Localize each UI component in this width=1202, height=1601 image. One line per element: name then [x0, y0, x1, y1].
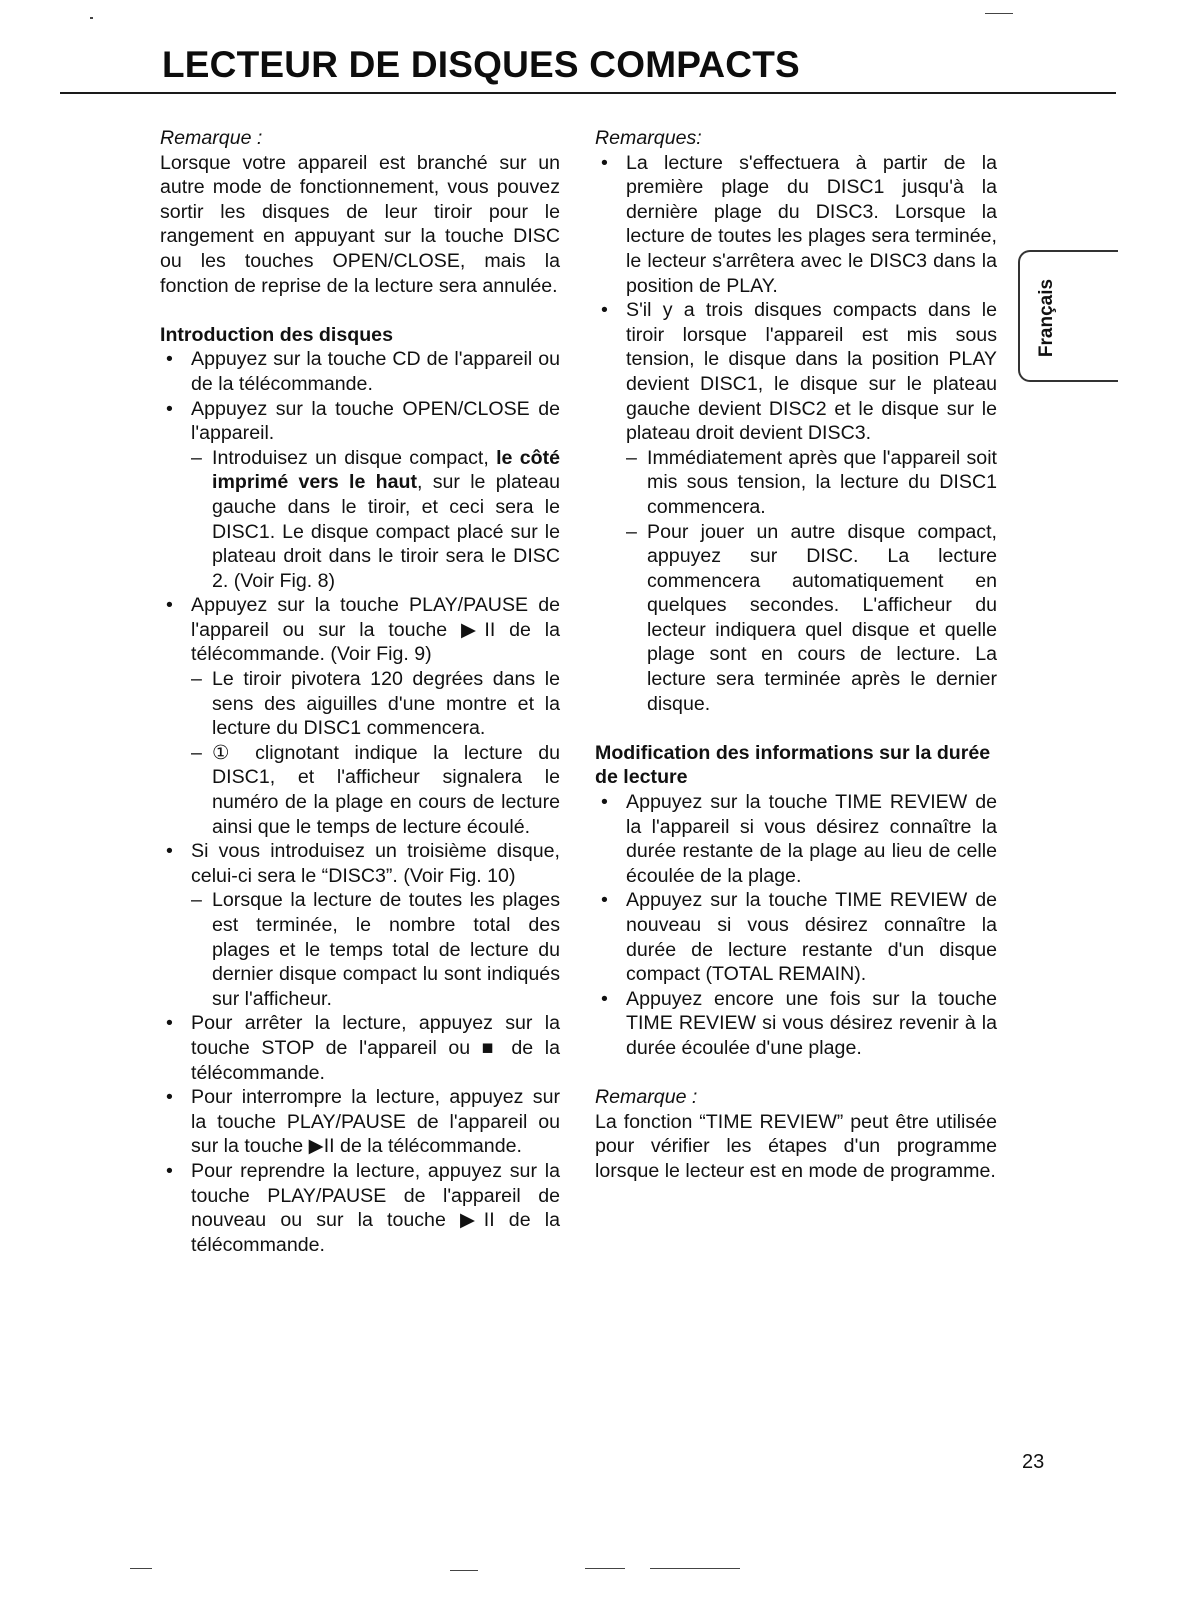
play-pause-icon: ▶II	[460, 618, 496, 641]
page-number: 23	[1022, 1451, 1045, 1473]
list-item: • Si vous introduisez un troisième disque, celui-ci sera le “DISC3”. (Voir Fig. 10) – Lorsque la lecture de toutes les plages est terminée, le nombre total des plages et le temps total de lecture du dernier disque compact lu sont indiqués sur l'afficheur.	[160, 839, 560, 1011]
language-tab-label: Français	[1036, 278, 1057, 358]
sub-list-item: – ① clignotant indique la lecture du DISC1, et l'afficheur signalera le numéro de la plage en cours de lecture ainsi que le temps de lecture écoulé.	[191, 741, 560, 838]
scan-speck	[90, 17, 93, 19]
scan-speck	[585, 1568, 625, 1569]
remarks-heading: Remarques:	[595, 127, 702, 149]
time-review-list	[595, 790, 997, 1061]
left-column	[160, 126, 560, 1257]
scan-speck	[130, 1568, 152, 1569]
sub-list-item: – Le tiroir pivotera 120 degrées dans le sens des aiguilles d'une montre et la lecture du DISC1 commencera.	[191, 668, 560, 740]
list-item: • Pour interrompre la lecture, appuyez sur la touche PLAY/PAUSE de l'appareil ou sur la touche ▶II de la télécommande.	[160, 1085, 560, 1159]
list-item: • Appuyez sur la touche OPEN/CLOSE de l'appareil. – Introduisez un disque compact, le côté imprimé vers le haut, sur le plateau gauche dans le tiroir, et ceci sera le DISC1. Le disque compact placé sur le plateau droit dans le tiroir sera le DISC 2. (Voir Fig. 8)	[160, 397, 560, 594]
list-item: • Appuyez sur la touche PLAY/PAUSE de l'appareil ou sur la touche ▶II de la télécommande. (Voir Fig. 9) – Le tiroir pivotera 120 degrées dans le sens des aiguilles d'une montre et la lecture du DISC1 commencera. – ① clignotant indique la lecture du DISC1, et l'afficheur signalera le numéro de la plage en cours de lecture ainsi que le temps de lecture écoulé.	[160, 593, 560, 839]
play-pause-icon: ▶II	[460, 1209, 495, 1232]
list-item: • Pour arrêter la lecture, appuyez sur la touche STOP de l'appareil ou ■ de la télécommande.	[160, 1011, 560, 1085]
remark-text: Lorsque votre appareil est branché sur un autre mode de fonctionnement, vous pouvez sortir les disques de leur tiroir pour le rangement en appuyant sur la touche DISC ou les touches OPEN/CLOSE, mais la fonction de reprise de la lecture sera annulée.	[160, 151, 560, 297]
list-item: • Appuyez sur la touche CD de l'appareil ou de la télécommande.	[160, 347, 560, 396]
sub-list-item: – Introduisez un disque compact, le côté imprimé vers le haut, sur le plateau gauche dans le tiroir, et ceci sera le DISC1. Le disque compact placé sur le plateau droit dans le tiroir sera le DISC 2. (Voir Fig. 8)	[191, 446, 560, 592]
remarks-list	[595, 151, 997, 717]
sub-list-item: – Immédiatement après que l'appareil soit mis sous tension, la lecture du DISC1 commencera.	[626, 446, 997, 518]
title-rule	[60, 92, 1116, 94]
page-title: LECTEUR DE DISQUES COMPACTS	[162, 44, 800, 85]
list-item: • Appuyez sur la touche TIME REVIEW de nouveau si vous désirez connaître la durée de lecture restante d'un disque compact (TOTAL REMAIN).	[595, 888, 997, 986]
introduction-list	[160, 347, 560, 1257]
language-tab	[1018, 250, 1118, 382]
scan-speck	[650, 1568, 740, 1569]
remark-heading: Remarque :	[160, 127, 263, 149]
list-item: • Appuyez sur la touche TIME REVIEW de la l'appareil si vous désirez connaître la durée restante de la plage au lieu de celle écoulée de la plage.	[595, 790, 997, 888]
play-pause-icon: ▶II	[308, 1135, 335, 1158]
scan-speck	[985, 13, 1013, 14]
remark-heading-2: Remarque :	[595, 1086, 698, 1109]
list-item: • La lecture s'effectuera à partir de la première plage du DISC1 jusqu'à la dernière plage du DISC3. Lorsque la lecture de toutes les plages sera terminée, le lecteur s'arrêtera avec le DISC3 dans la position de PLAY.	[595, 151, 997, 299]
list-item: • S'il y a trois disques compacts dans le tiroir lorsque l'appareil est mis sous tension, le disque dans la position PLAY devient DISC1, le disque sur le plateau gauche devient DISC2 et le disque sur le plateau droit devient DISC3. – Immédiatement après que l'appareil soit mis sous tension, la lecture du DISC1 commencera. – Pour jouer un autre disque compact, appuyez sur DISC. La lecture commencera automatiquement en quelques secondes. L'afficheur du lecteur indiquera quel disque et quelle plage sont en cours de lecture. La lecture sera terminée après le dernier disque.	[595, 298, 997, 716]
section-heading-introduction: Introduction des disques	[160, 323, 393, 346]
sub-list-item: – Pour jouer un autre disque compact, appuyez sur DISC. La lecture commencera automatiquement en quelques secondes. L'afficheur du lecteur indiquera quel disque et quelle plage sont en cours de lecture. La lecture sera terminée après le dernier disque.	[626, 520, 997, 715]
remark-text-2: La fonction “TIME REVIEW” peut être utilisée pour vérifier les étapes d'un programme lorsque le lecteur est en mode de programme.	[595, 1110, 997, 1182]
stop-icon: ■	[481, 1036, 500, 1059]
list-item: • Pour reprendre la lecture, appuyez sur la touche PLAY/PAUSE de l'appareil de nouveau ou sur la touche ▶II de la télécommande.	[160, 1159, 560, 1257]
list-item: • Appuyez encore une fois sur la touche TIME REVIEW si vous désirez revenir à la durée écoulée d'une plage.	[595, 987, 997, 1061]
section-heading-time-review: Modification des informations sur la durée de lecture	[595, 741, 991, 789]
sub-list-item: – Lorsque la lecture de toutes les plages est terminée, le nombre total des plages et le temps total de lecture du dernier disque compact lu sont indiqués sur l'afficheur.	[191, 889, 560, 1010]
right-column	[595, 126, 997, 1184]
scan-speck	[450, 1570, 478, 1571]
